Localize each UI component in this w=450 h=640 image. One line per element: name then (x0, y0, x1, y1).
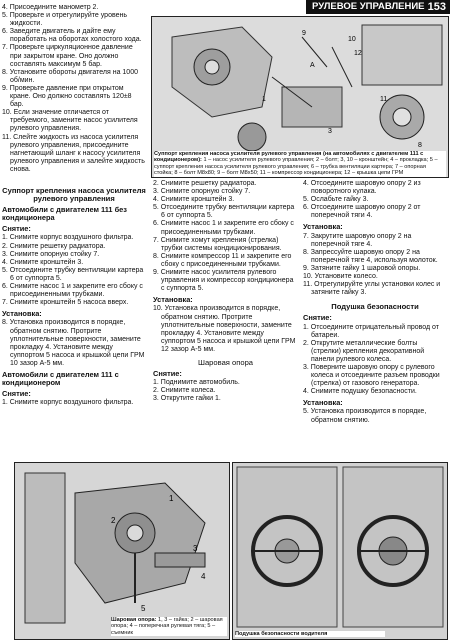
list-item: 5. Отсоедините трубку вентиляции картера 6 от суппорта 5. (2, 266, 144, 282)
list-item: 8. Снимите компрессор 11 и закрепите его сбоку с присоединенными трубками. (153, 252, 292, 268)
list-item: 10. Установите колесо. (303, 273, 378, 281)
list-item: 11. Слейте жидкость из насоса усилителя рулевого управления, присоедините нагнетающий шланг к насосу усилителя рулевого управления и залейте жидкость снова. (2, 133, 145, 173)
section-title: РУЛЕВОЕ УПРАВЛЕНИЕ (312, 1, 425, 12)
list-item: 6. Снимите насос 1 и закрепите его сбоку с присоединенными трубками. (153, 220, 294, 236)
callout-label: 9 (302, 30, 306, 37)
callout-label: 4 (201, 572, 206, 581)
ball-joint-figure (14, 462, 230, 640)
callout-label: 2 (111, 516, 116, 525)
list-item: 10. Установка производится в порядке, обратном снятию. Протрите уплотнительные поверхности, замените прокладку 4. Установите между суппортом 5 насоса и крышкой цепи ГРМ 12 зазор А-5 мм. (153, 305, 296, 353)
install-heading: Установка: (153, 295, 193, 305)
col1-pump-section (2, 184, 146, 407)
list-item: 5. Ослабьте гайку 3. (303, 196, 369, 204)
list-item: 6. Заведите двигатель и дайте ему поработать на оборотах холостого хода. (2, 28, 142, 44)
list-item: 4. Снимите подушку безопасности. (303, 388, 417, 396)
list-item: 1. Снимите корпус воздушного фильтра. (2, 234, 134, 242)
caption-title: Шаровая опора: (111, 617, 157, 623)
list-item: 2. Открутите металлические болты (стрелки) крепления декоративной панели рулевого колеса. (303, 339, 425, 363)
col1-top-text (2, 4, 146, 174)
removal-heading: Снятие: (2, 224, 31, 234)
list-item: 7. Снимите хомут крепления (стрелка) трубки системы кондиционирования. (153, 236, 282, 252)
caption-text: 1, 3 – гайка; 2 – шаровая опора; 4 – поперечная рулевая тяга; 5 – съемник (111, 617, 223, 636)
list-item: 4. Присоедините манометр 2. (2, 4, 99, 11)
list-item: 2. Снимите колеса. (153, 387, 216, 395)
list-item: 4. Снимите кронштейн 3. (153, 196, 235, 204)
callout-label: 10 (348, 36, 356, 43)
list-item: 10. Если значение отличается от требуемого, замените насос усилителя рулевого управления. (2, 109, 138, 133)
subsection-heading: Автомобили с двигателем 111 с кондиционером (2, 369, 119, 388)
page-number: 153 (427, 1, 446, 13)
list-item: 7. Снимите кронштейн 5 насоса вверх. (2, 299, 129, 307)
section-heading: Подушка безопасности (331, 302, 419, 312)
caption-text: 1 – насос усилителя рулевого управления; 2 – болт; 3, 10 – кронштейн; 4 – прокладка; 5 – суппорт крепления насоса усилителя рулевого управления; 6 – трубка вентиляции картера; 7 – опорная стойка; 8 – болт M8x80; 9 – болт M8x50; 11 – компрессор кондиционера; 12 – крышка цепи ГРМ (154, 157, 438, 177)
list-item: 3. Открутите гайки 1. (153, 395, 221, 403)
list-item: 4. Снимите кронштейн 3. (2, 258, 84, 266)
removal-heading: Снятие: (2, 389, 31, 399)
list-item: 2. Снимите решетку радиатора. (2, 242, 106, 250)
list-item: 6. Снимите насос 1 и закрепите его сбоку с присоединенными трубками. (2, 283, 143, 299)
list-item: 7. Проверьте циркуляционное давление при закрытом кране. Оно должно составлять максимум 5 бар. (2, 44, 133, 68)
list-item: 4. Отсоедините шаровую опору 2 из поворотного кулака. (303, 180, 421, 196)
list-item: 8. Запрессуйте шаровую опору 2 на поперечной тяге 4, используя молоток. (303, 248, 438, 264)
install-heading: Установка: (2, 309, 42, 319)
list-item: 5. Отсоедините трубку вентиляции картера 6 от суппорта 5. (153, 204, 295, 220)
callout-label: 3 (328, 128, 332, 135)
list-item: 1. Поднимите автомобиль. (153, 379, 240, 387)
airbag-drawing (233, 463, 447, 639)
install-heading: Установка: (303, 398, 343, 408)
callout-label: A (310, 62, 315, 69)
list-item: 11. Отрегулируйте углы установки колес и затяните гайку 3. (303, 281, 441, 297)
list-item: 6. Отсоедините шаровую опору 2 от поперечной тяги 4. (303, 204, 421, 220)
pump-bracket-figure (151, 16, 449, 178)
airbag-caption (235, 631, 385, 637)
list-item: 8. Установка производится в порядке, обратном снятию. Протрите уплотнительные поверхности, замените прокладку 4. Установите между суппортом 5 насоса и крышкой цепи ГРМ 10 зазор А-5 мм. (2, 319, 145, 367)
list-item: 3. Поверните шаровую опору с рулевого колеса и отсоедините разъем проводки (стрелка) от газового генератора. (303, 363, 440, 388)
callout-label: 5 (141, 604, 146, 613)
ball-joint-drawing (15, 463, 229, 639)
list-item: 2. Снимите решетку радиатора. (153, 180, 257, 187)
list-item: 9. Проверьте давление при открытом кране. Оно должно составлять 120±8 бар. (2, 84, 132, 109)
callout-label: 11 (380, 96, 388, 103)
section-heading: Шаровая опора (197, 357, 254, 367)
list-item: 1. Отсоедините отрицательный провод от батареи. (303, 323, 440, 339)
caption-title: Подушка безопасности водителя (235, 631, 328, 637)
removal-heading: Снятие: (303, 313, 332, 323)
col3-text (303, 180, 447, 425)
ball-joint-caption (111, 617, 227, 636)
callout-label: 12 (354, 50, 362, 57)
section-heading: Суппорт крепления насоса усилителя рулевого управления (2, 186, 146, 204)
list-item: 1. Снимите корпус воздушного фильтра. (2, 399, 134, 407)
list-item: 7. Закрутите шаровую опору 2 на поперечной тяге 4. (303, 232, 412, 248)
install-heading: Установка: (303, 222, 343, 232)
airbag-figure (232, 462, 448, 640)
list-item: 9. Затяните гайку 1 шаровой опоры. (303, 264, 421, 272)
caption-title: Суппорт крепления насоса усилителя рулевого управления (на автомобилях с двигателем 111 с кондиционером): (154, 151, 424, 164)
pump-figure-caption (154, 151, 446, 177)
callout-label: 1 (169, 494, 174, 503)
list-item: 3. Снимите опорную стойку 7. (153, 188, 251, 196)
list-item: 5. Проверьте и отрегулируйте уровень жидкости. (2, 12, 128, 28)
list-item: 9. Снимите насос усилителя рулевого управления и компрессор кондиционера с суппорта 5. (153, 269, 294, 293)
callout-label: 8 (418, 142, 422, 149)
callout-label: 1 (262, 96, 266, 103)
col2-text (153, 180, 298, 403)
page-header (306, 0, 450, 14)
subsection-heading: Автомобили с двигателем 111 без кондиционера (2, 205, 127, 223)
callout-label: 3 (193, 544, 198, 553)
removal-heading: Снятие: (153, 369, 182, 379)
list-item: 5. Установка производится в порядке, обратном снятию. (303, 408, 427, 424)
list-item: 3. Снимите опорную стойку 7. (2, 250, 100, 258)
list-item: 8. Установите обороты двигателя на 1000 об/мин. (2, 68, 138, 84)
